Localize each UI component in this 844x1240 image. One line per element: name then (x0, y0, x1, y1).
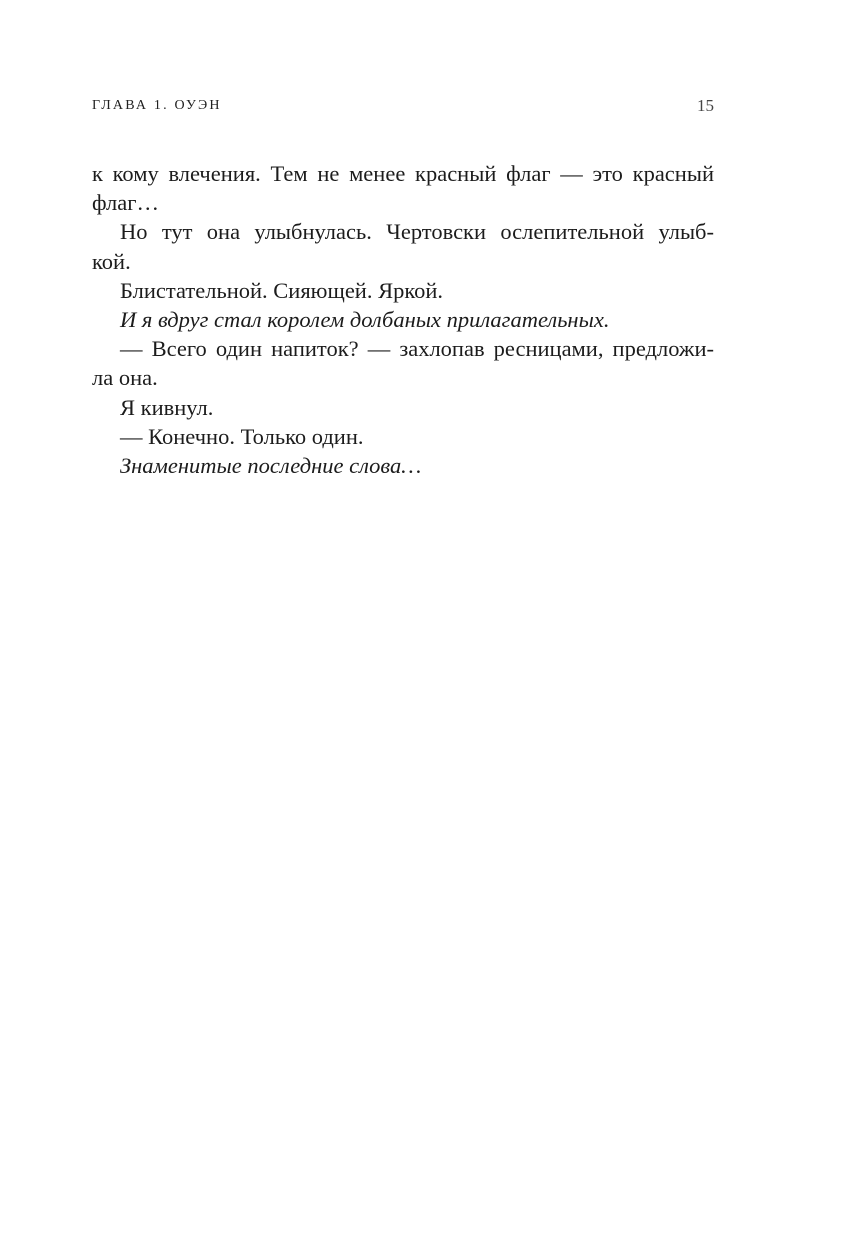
text-line: Но тут она улыбнулась. Чертовски ослепительной улыб- (120, 219, 714, 245)
text-line-italic: И я вдруг стал королем долбаных прилагательных. (120, 307, 610, 333)
text-line: Я кивнул. (120, 394, 214, 420)
body-text (92, 159, 714, 480)
chapter-title: ГЛАВА 1. ОУЭН (92, 98, 222, 113)
text-line-italic: Знаменитые последние слова… (120, 453, 422, 479)
page-number: 15 (697, 96, 714, 115)
text-line: ла она. (92, 365, 158, 391)
running-head (92, 96, 714, 118)
text-line: флаг… (92, 190, 159, 216)
text-line: к кому влечения. Тем не менее красный флаг — это красный (92, 161, 714, 186)
text-line: кой. (92, 248, 131, 274)
text-line: Блистательной. Сияющей. Яркой. (120, 277, 444, 303)
text-line: — Конечно. Только один. (120, 423, 364, 449)
text-line: — Всего один напиток? — захлопав ресницами, предложи- (120, 336, 714, 362)
